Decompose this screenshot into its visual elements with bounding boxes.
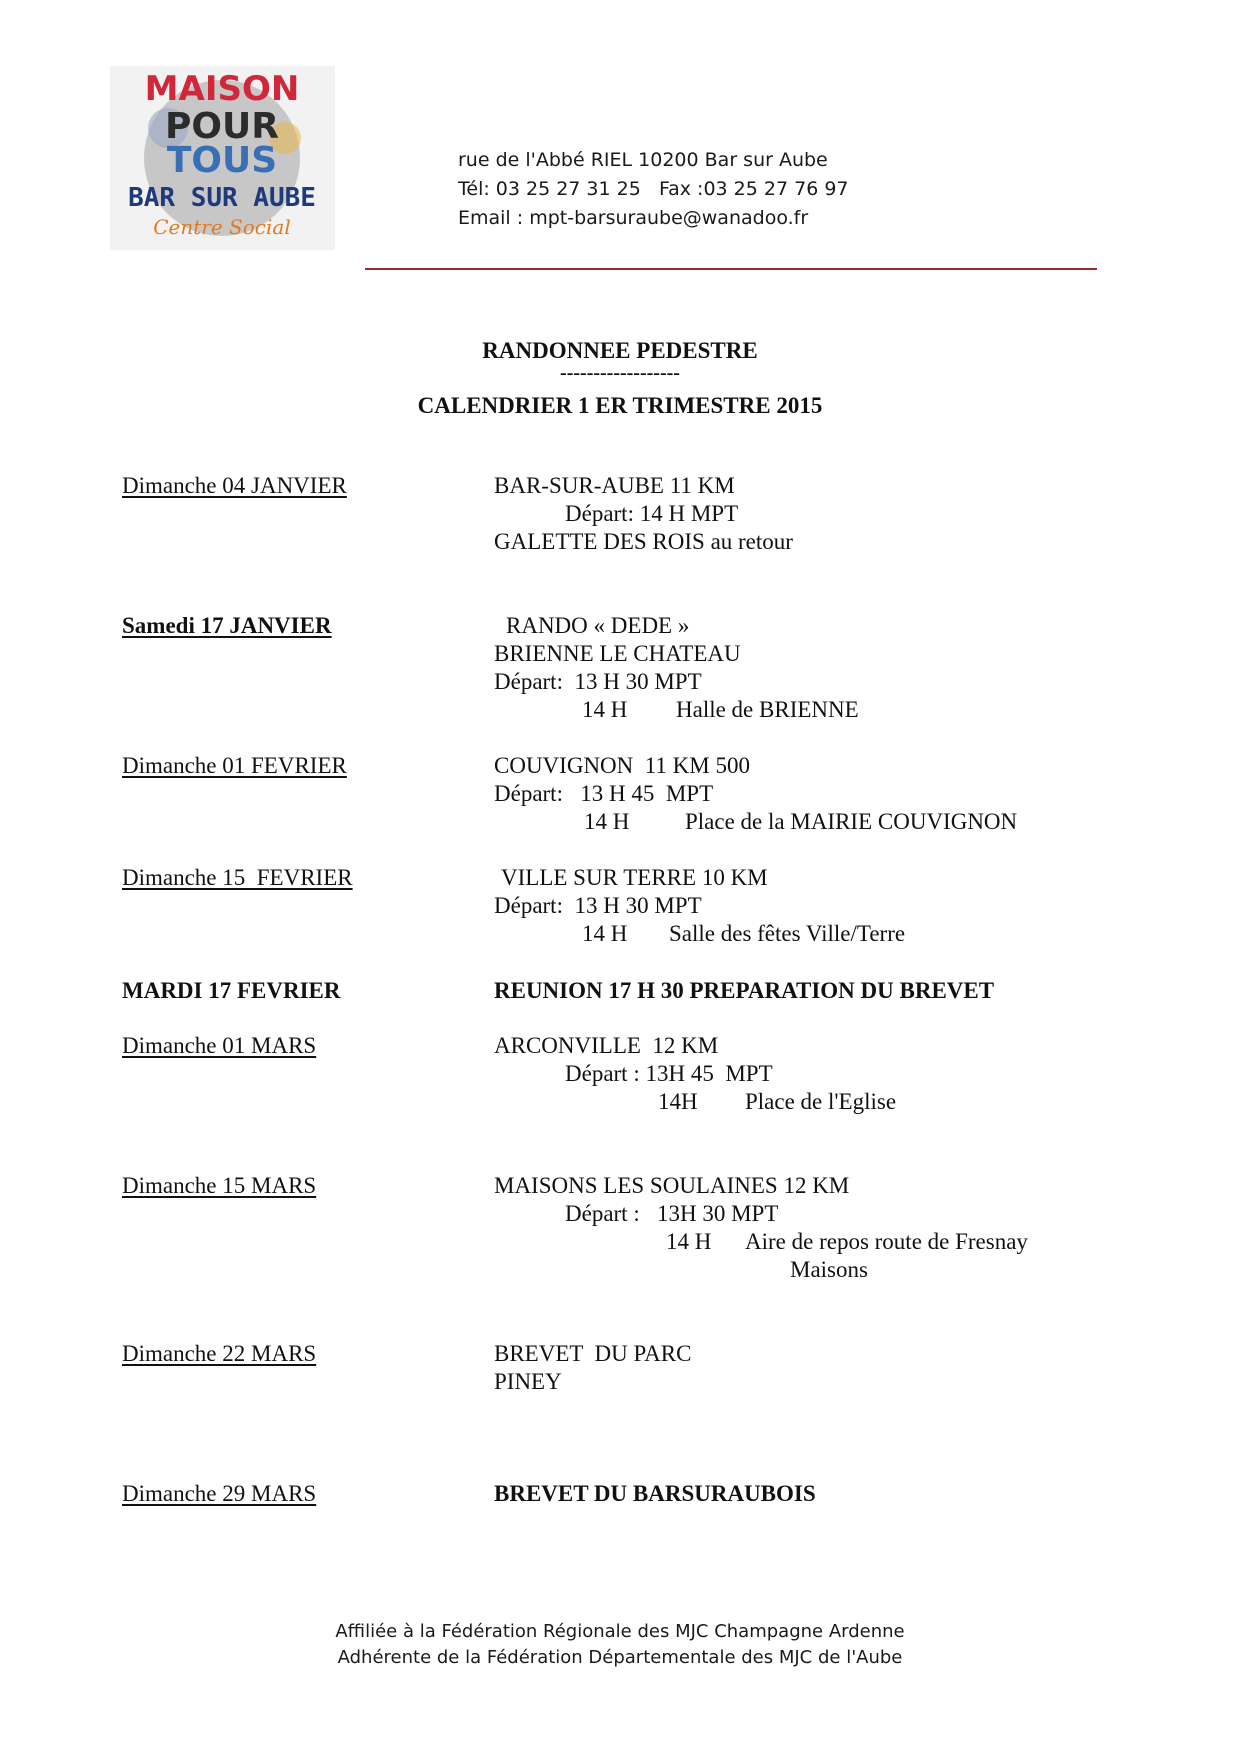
- entry-location: BRIENNE LE CHATEAU: [494, 641, 741, 666]
- entry-departure: Départ: 14 H MPT: [565, 501, 739, 526]
- entry-date: Dimanche 15 MARS: [122, 1173, 317, 1198]
- page-title: RANDONNEE PEDESTRE: [482, 338, 758, 363]
- address-block: [458, 146, 849, 233]
- entry-date: Dimanche 01 MARS: [122, 1033, 317, 1058]
- entry-departure: Départ: 13 H 30 MPT: [494, 669, 702, 694]
- entry-date: Dimanche 04 JANVIER: [122, 473, 347, 498]
- entry-location: BAR-SUR-AUBE 11 KM: [494, 473, 735, 498]
- logo-text-bar-sur-aube: BAR SUR AUBE: [128, 183, 316, 213]
- maison-pour-tous-logo: [110, 66, 335, 250]
- footer-affiliation: Affiliée à la Fédération Régionale des MJC Champagne Ardenne: [335, 1621, 905, 1642]
- logo-text-centre-social: Centre Social: [153, 215, 291, 239]
- entry-location: PINEY: [494, 1369, 562, 1394]
- entry-meeting-place-continued: Maisons: [790, 1257, 868, 1282]
- entry-location: COUVIGNON 11 KM 500: [494, 753, 750, 778]
- entry-location: MAISONS LES SOULAINES 12 KM: [494, 1173, 850, 1198]
- entry-meeting-note: REUNION 17 H 30 PREPARATION DU BREVET: [494, 978, 995, 1003]
- entry-meeting-place: Halle de BRIENNE: [676, 697, 859, 722]
- entry-date: Dimanche 01 FEVRIER: [122, 753, 347, 778]
- entry-meeting-time: 14 H: [584, 809, 630, 834]
- entry-event-name: BREVET DU BARSURAUBOIS: [494, 1481, 816, 1506]
- entry-departure: Départ : 13H 45 MPT: [565, 1061, 773, 1086]
- entry-location: VILLE SUR TERRE 10 KM: [501, 865, 768, 890]
- logo-text-maison: MAISON: [144, 69, 300, 109]
- entry-departure: Départ: 13 H 30 MPT: [494, 893, 702, 918]
- entry-event-name: BREVET DU PARC: [494, 1341, 692, 1366]
- entry-date: MARDI 17 FEVRIER: [122, 978, 341, 1003]
- header-divider: [365, 268, 1097, 270]
- entry-meeting-time: 14 H: [582, 697, 628, 722]
- entry-meeting-place: Place de la MAIRIE COUVIGNON: [685, 809, 1018, 834]
- entry-date: Dimanche 22 MARS: [122, 1341, 317, 1366]
- entry-meeting-time: 14H: [658, 1089, 698, 1114]
- logo-text-pour: POUR: [165, 106, 279, 147]
- footer-membership: Adhérente de la Fédération Départementale des MJC de l'Aube: [337, 1647, 903, 1668]
- entry-date: Samedi 17 JANVIER: [122, 613, 332, 638]
- entry-meeting-time: 14 H: [582, 921, 628, 946]
- address-email[interactable]: Email : mpt-barsuraube@wanadoo.fr: [458, 207, 809, 229]
- entry-meeting-time: 14 H: [666, 1229, 712, 1254]
- address-phone-fax: Tél: 03 25 27 31 25 Fax :03 25 27 76 97: [458, 178, 849, 200]
- address-street: rue de l'Abbé RIEL 10200 Bar sur Aube: [458, 149, 828, 171]
- entry-meeting-place: Aire de repos route de Fresnay: [745, 1229, 1028, 1254]
- entry-departure: Départ : 13H 30 MPT: [565, 1201, 779, 1226]
- entry-meeting-place: Salle des fêtes Ville/Terre: [669, 921, 906, 946]
- entry-departure: Départ: 13 H 45 MPT: [494, 781, 714, 806]
- entry-meeting-place: Place de l'Eglise: [745, 1089, 897, 1114]
- title-separator: ------------------: [560, 362, 680, 384]
- entry-date: Dimanche 15 FEVRIER: [122, 865, 353, 890]
- entry-note: GALETTE DES ROIS au retour: [494, 529, 793, 554]
- entry-date: Dimanche 29 MARS: [122, 1481, 317, 1506]
- page-footer: [0, 1619, 1240, 1671]
- entry-location: ARCONVILLE 12 KM: [494, 1033, 719, 1058]
- calendar-title: CALENDRIER 1 ER TRIMESTRE 2015: [417, 393, 823, 418]
- entry-name: RANDO « DEDE »: [506, 613, 690, 638]
- logo-text-tous: TOUS: [166, 140, 278, 181]
